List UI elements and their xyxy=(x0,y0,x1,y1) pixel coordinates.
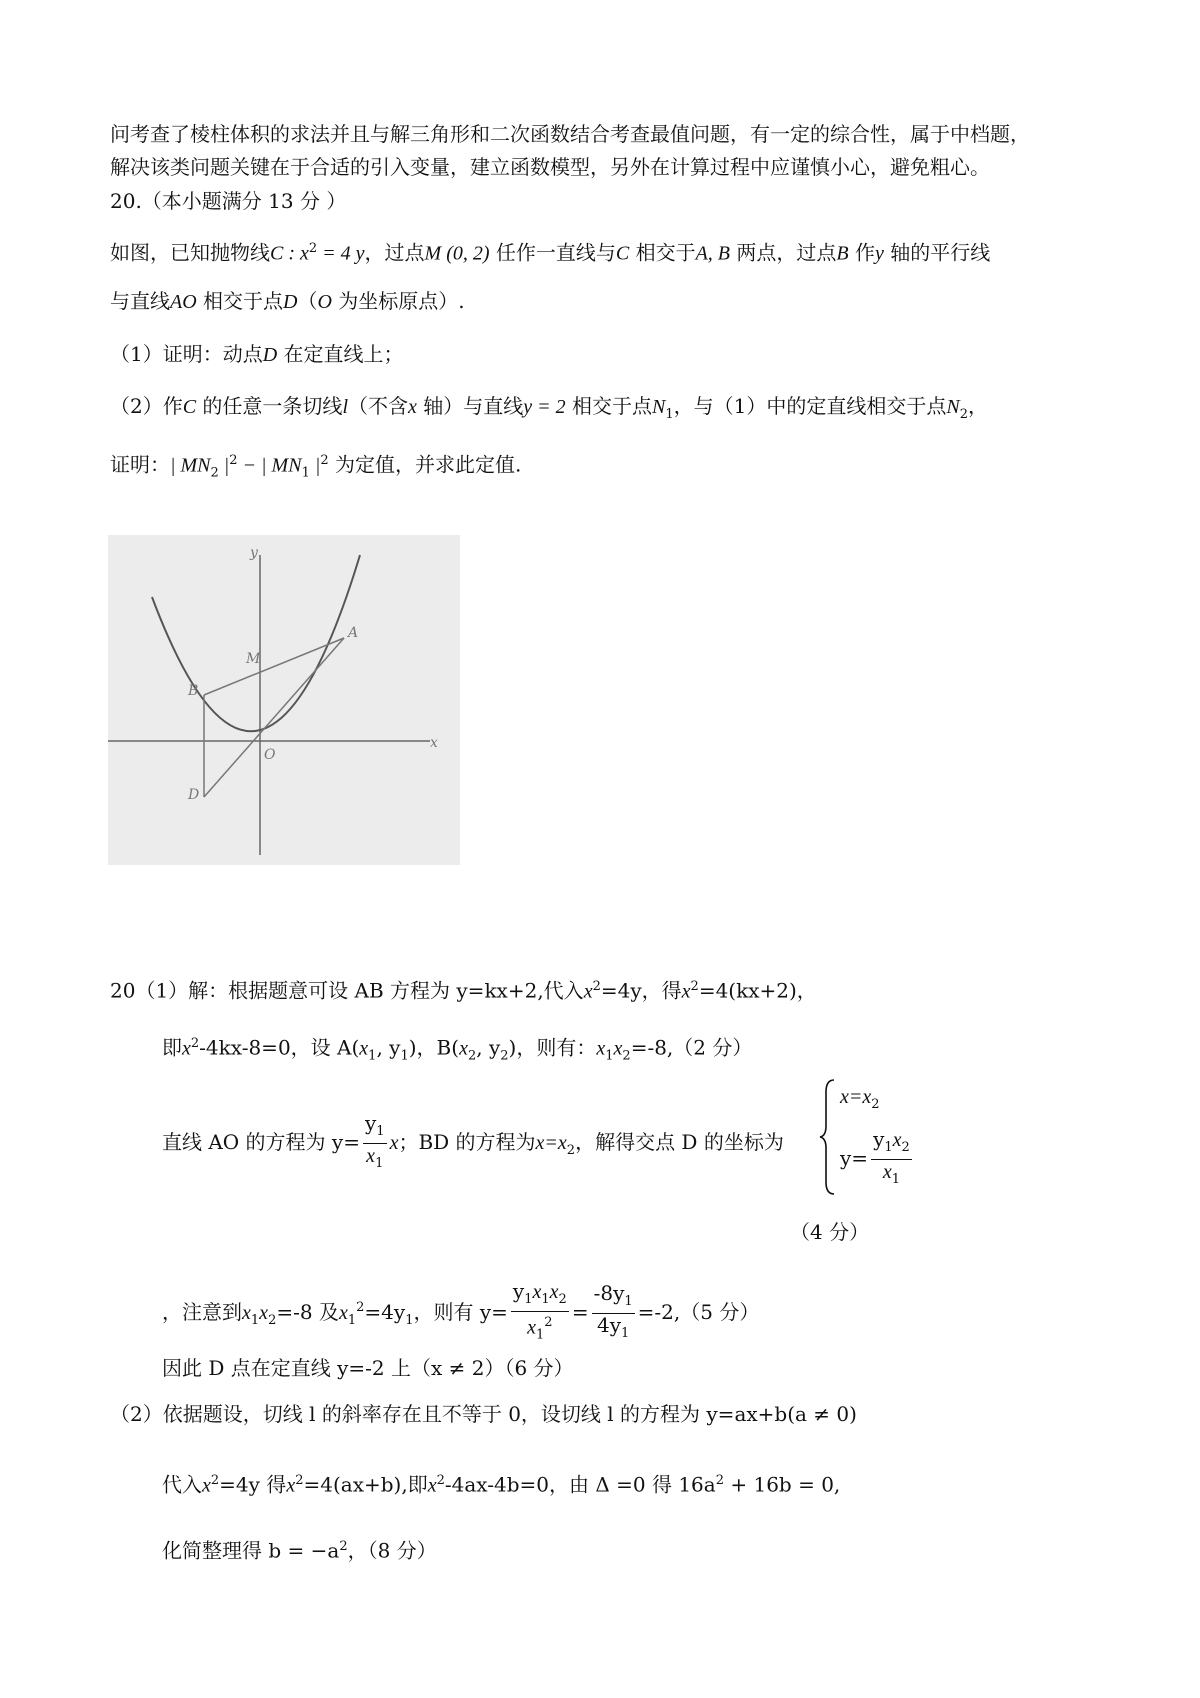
fraction-y1x1x2-over-x1sq: $\frac{y_1x_1x_2}{x_1^2}$ xyxy=(512,1279,567,1343)
label-x: x xyxy=(430,735,438,751)
question-2-proof: 证明：| $MN_2$ $|^2$ − | $MN_1$ $|^2$ 为定值，并求此定值. xyxy=(110,452,522,481)
solution-line-4: ，注意到$x_1x_2=-8$ 及$x_1^2=4y_1$，则有 y= $\frac{y_1x_1x_2}{x_1^2}$ = $\frac{-8y_1}{4y_1}$ =-2,（5 分） xyxy=(162,1280,759,1347)
system-eq-1: $x=x_2$ xyxy=(840,1086,880,1112)
label-M: M xyxy=(246,651,261,667)
problem-header: 20.（本小题满分 13 分 ） xyxy=(110,189,347,213)
score-4: （4 分） xyxy=(790,1220,870,1244)
intro-line-2: 解决该类问题关键在于合适的引入变量，建立函数模型，另外在计算过程中应谨慎小心，避免粗心。 xyxy=(110,155,990,179)
label-B: B xyxy=(188,683,199,699)
solution-line-5: 因此 D 点在定直线 y=-2 上（x ≠ 2）（6 分） xyxy=(162,1356,574,1380)
label-A: A xyxy=(348,625,359,641)
solution-line-8: 化简整理得 $b = -a^2$，（8 分） xyxy=(162,1538,437,1563)
solution-line-1: 20（1）解：根据题意可设 AB 方程为 y=kx+2,代入$x^2=4y$，得$x^2=4(kx+2)$， xyxy=(110,978,817,1003)
label-D: D xyxy=(188,787,200,803)
solution-line-2: 即$x^2-4kx-8=0$，设 $A(x_1$, $y_1$)，$B(x_2$, $y_2$)，则有：$x_1x_2=-8,(2$ 分） xyxy=(162,1035,753,1064)
system-eq-2: y= $\frac{y_1x_2}{x_1}$ xyxy=(840,1127,910,1187)
figure-svg xyxy=(108,535,460,865)
problem-stem-line-2: 与直线AO 相交于点D（O 为坐标原点）. xyxy=(110,289,465,313)
solution-line-7: 代入$x^2=4y$ 得$x^2=4(ax+b)$,即$x^2-4ax-4b=0$，由 Δ =0 得 $16a^2 + 16b = 0$, xyxy=(162,1472,841,1497)
label-y: y xyxy=(250,545,258,561)
fraction-y1-x1: $\frac{y_1}{x_1}$ xyxy=(364,1111,385,1171)
label-O: O xyxy=(264,747,276,763)
question-1: （1）证明：动点D 在定直线上； xyxy=(110,342,404,366)
problem-stem-line-1: 如图，已知抛物线C : $x^2 = 4$ y，过点M (0, 2) 任作一直线与C 相交于A, B 两点，过点B 作y 轴的平行线 xyxy=(110,240,991,265)
line-AD xyxy=(204,638,344,797)
left-brace xyxy=(818,1078,838,1196)
parabola-curve xyxy=(152,555,360,731)
parabola-figure xyxy=(108,535,460,865)
question-2: （2）作C 的任意一条切线l（不含x 轴）与直线y = 2 相交于点$N_1$，与（1）中的定直线相交于点$N_2$， xyxy=(110,394,988,422)
solution-line-3: 直线 AO 的方程为 y= $\frac{y_1}{x_1}$ x；BD 的方程为$x=x_2$，解得交点 D 的坐标为 xyxy=(162,1112,784,1175)
line-AB xyxy=(204,638,344,695)
solution-line-6: （2）依据题设，切线 l 的斜率存在且不等于 0，设切线 l 的方程为 y=ax+b(a ≠ 0) xyxy=(110,1402,857,1426)
intro-line-1: 问考查了棱柱体积的求法并且与解三角形和二次函数结合考查最值问题，有一定的综合性，属于中档题， xyxy=(110,122,1030,146)
fraction-minus8y1-over-4y1: $\frac{-8y_1}{4y_1}$ xyxy=(593,1280,633,1341)
